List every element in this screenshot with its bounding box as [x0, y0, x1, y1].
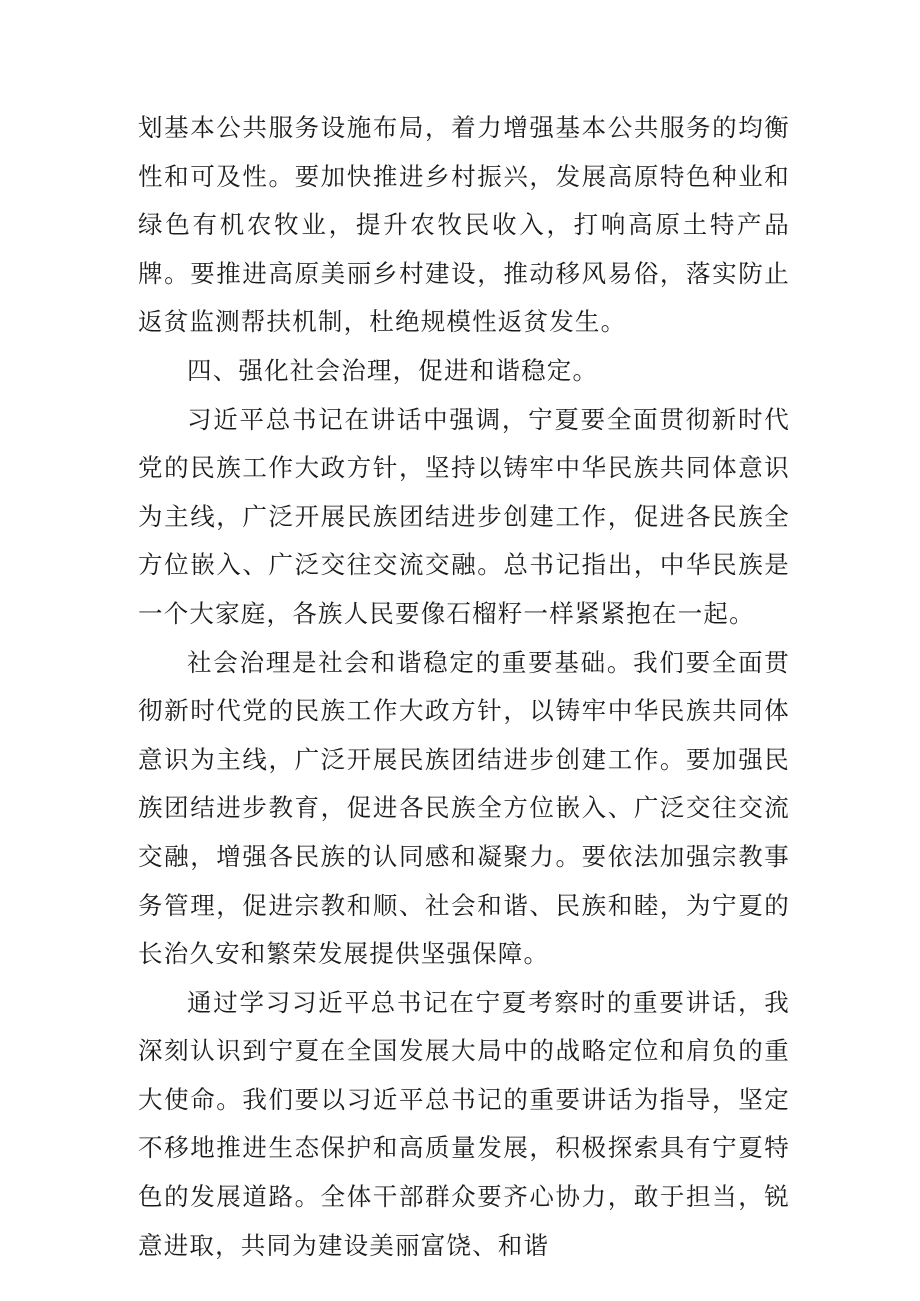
- section-heading: 四、强化社会治理，促进和谐稳定。: [187, 355, 599, 385]
- paragraph: 通过学习习近平总书记在宁夏考察时的重要讲话，我深刻认识到宁夏在全国发展大局中的战略定位和肩负的重大使命。我们要以习近平总书记的重要讲话为指导，坚定不移地推进生态保护和高质量发展，积极探索具有宁夏特色的发展道路。全体干部群众要齐心协力，敢于担当，锐意进取，共同为建设美丽富饶、和谐: [138, 987, 790, 1260]
- paragraph: 习近平总书记在讲话中强调，宁夏要全面贯彻新时代党的民族工作大政方针，坚持以铸牢中华民族共同体意识为主线，广泛开展民族团结进步创建工作，促进各民族全方位嵌入、广泛交往交流交融。总书记指出，中华民族是一个大家庭，各族人民要像石榴籽一样紧紧抱在一起。: [138, 404, 790, 628]
- document-body: [138, 104, 790, 1270]
- paragraph: 社会治理是社会和谐稳定的重要基础。我们要全面贯彻新时代党的民族工作大政方针，以铸牢中华民族共同体意识为主线，广泛开展民族团结进步创建工作。要加强民族团结进步教育，促进各民族全方位嵌入、广泛交往交流交融，增强各民族的认同感和凝聚力。要依法加强宗教事务管理，促进宗教和顺、社会和谐、民族和睦，为宁夏的长治久安和繁荣发展提供坚强保障。: [138, 647, 790, 969]
- paragraph-continuation: 划基本公共服务设施布局，着力增强基本公共服务的均衡性和可及性。要加快推进乡村振兴，发展高原特色种业和绿色有机农牧业，提升农牧民收入，打响高原土特产品牌。要推进高原美丽乡村建设，推动移风易俗，落实防止返贫监测帮扶机制，杜绝规模性返贫发生。: [138, 113, 790, 337]
